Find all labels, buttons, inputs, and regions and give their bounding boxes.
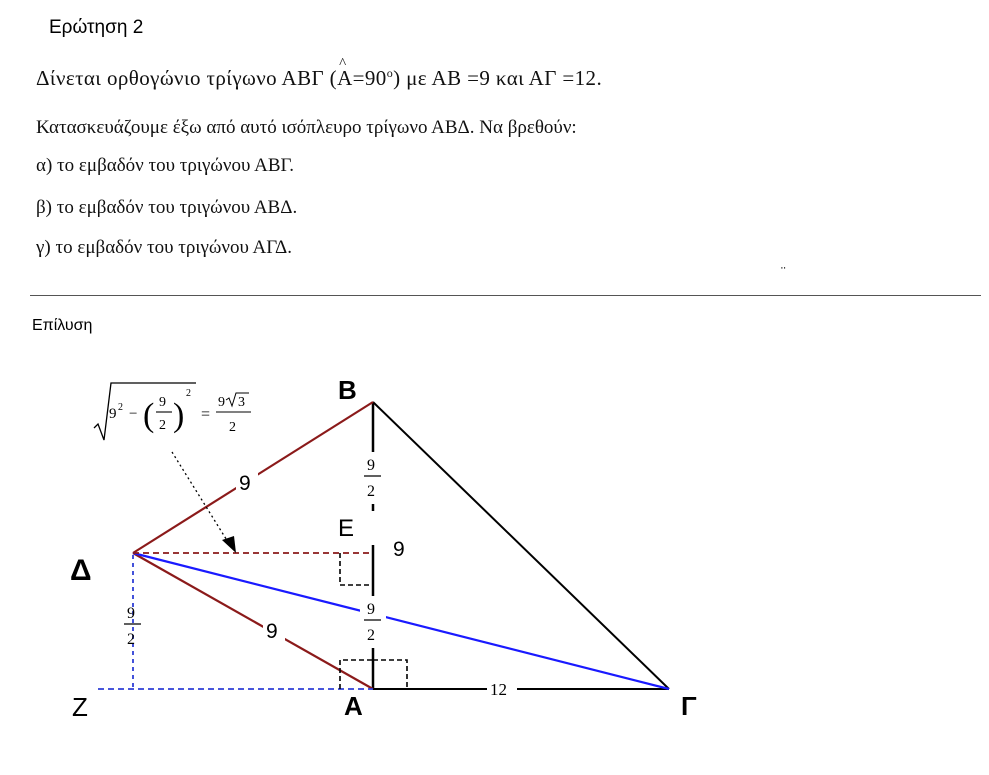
label-E: Ε bbox=[338, 515, 355, 542]
angle-degree: o bbox=[386, 66, 394, 80]
right-angle-A-right bbox=[373, 660, 407, 689]
fraction-DZ-den: 2 bbox=[127, 631, 135, 648]
formula-res-den: 2 bbox=[229, 420, 236, 435]
label-A: Α bbox=[344, 691, 363, 721]
fraction-BE-num: 9 bbox=[367, 457, 375, 474]
formula-res-root: 3 bbox=[238, 395, 245, 410]
angle-hat-letter: ^ Α bbox=[337, 66, 353, 91]
construction-statement: Κατασκευάζουμε έξω από αυτό ισόπλευρο τρίγωνο ΑΒΔ. Να βρεθούν: bbox=[36, 117, 577, 138]
label-EA-9: 9 bbox=[393, 538, 405, 561]
angle-eq: =90 bbox=[352, 66, 387, 90]
label-Z: Ζ bbox=[72, 692, 88, 722]
formula-lparen: ( bbox=[143, 397, 155, 434]
formula-paren-exp: 2 bbox=[186, 388, 191, 399]
side-BG bbox=[373, 402, 669, 689]
item-b: β) το εμβαδόν του τριγώνου ΑΒΔ. bbox=[36, 197, 298, 218]
label-G: Γ bbox=[681, 691, 697, 721]
formula-inner-exp: 2 bbox=[118, 402, 123, 413]
statement-pre: Δίνεται ορθογώνιο τρίγωνο ΑΒΓ ( bbox=[36, 66, 338, 90]
formula-rparen: ) bbox=[173, 397, 185, 434]
formula-inner-base: 9 bbox=[109, 406, 117, 422]
right-angle-E bbox=[340, 553, 373, 585]
item-c: γ) το εμβαδόν του τριγώνου ΑΓΔ. bbox=[36, 237, 292, 258]
solution-title: Επίλυση bbox=[32, 317, 93, 334]
label-DA: 9 bbox=[266, 620, 278, 643]
formula-eq: = bbox=[201, 406, 211, 423]
formula-res-num: 9 bbox=[218, 395, 225, 410]
fraction-EA-num: 9 bbox=[367, 601, 375, 618]
label-D: Δ bbox=[70, 554, 92, 587]
statement-post: ) με ΑΒ =9 και ΑΓ =12. bbox=[393, 66, 603, 90]
stray-mark: ¨ bbox=[781, 264, 786, 280]
formula-frac-den: 2 bbox=[159, 418, 166, 433]
segment-DG bbox=[133, 553, 669, 689]
fraction-EA-den: 2 bbox=[367, 627, 375, 644]
fraction-BE-den: 2 bbox=[367, 483, 375, 500]
fraction-DZ-num: 9 bbox=[127, 605, 135, 622]
side-DA bbox=[133, 553, 373, 689]
question-title: Ερώτηση 2 bbox=[49, 17, 144, 38]
formula-pointer bbox=[172, 452, 228, 542]
formula-frac-num: 9 bbox=[159, 395, 166, 410]
right-angle-A-left bbox=[340, 660, 373, 689]
label-AG: 12 bbox=[490, 680, 507, 699]
formula-minus: − bbox=[129, 406, 138, 422]
height-formula bbox=[94, 383, 251, 440]
label-B: Β bbox=[338, 375, 357, 405]
item-a: α) το εμβαδόν του τριγώνου ΑΒΓ. bbox=[36, 155, 294, 176]
arrow-head-icon bbox=[222, 536, 236, 553]
label-DB: 9 bbox=[239, 472, 251, 495]
